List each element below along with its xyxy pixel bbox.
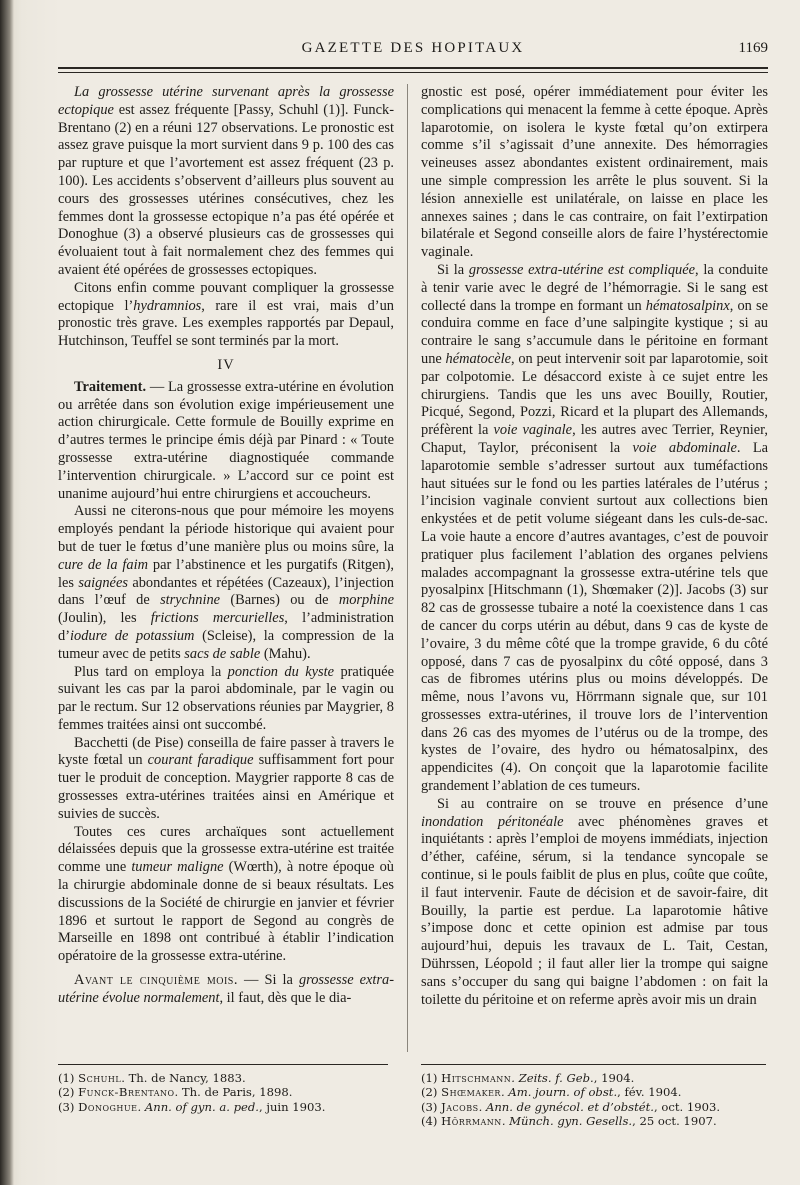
footnote: (1) Schuhl. Th. de Nancy, 1883. <box>58 1071 246 1085</box>
section-heading: Traitement. <box>74 378 147 395</box>
paragraph: Avant le cinquième mois. — Si la grossesse extra-utérine évolue normalement, il faut, dès que le dia- <box>58 972 395 1006</box>
paragraph: Si la grossesse extra-utérine est compliquée, la conduite à tenir varie avec le degré de l’hémorragie. Si le sang est collecté dans la trompe en formant un hématosalpinx, on se conduira comme en face d’une salpingite kystique ; si au contraire le sang s’accumule dans le péritoine en formant une hématocèle, on peut intervenir soit par laparotomie, soit par colpotomie. Le désaccord existe à ce sujet entre les chirurgiens. Tandis que les uns avec Bouilly, Routier, Picqué, Segond, Pozzi, Ricard et la plupart des Allemands, préfèrent la voie vaginale, les autres avec Terrier, Reynier, Chaput, Taylor, préconisent la voie abdominale. La laparotomie semble s’adresser surtout aux tuméfactions haut situées sur le fond ou les parties latérales de l’utérus ; l’incision vaginale convient surtout aux collections bien enkystées et de petit volume siégeant dans les culs-de-sac. La voie haute a encore d’autres avantages, c’est de pouvoir pratiquer plus facilement l’ablation des organes pelviens malades accompagnant la grossesse extra-utérine tels que pyosalpinx [Hitschmann (1), Shœmaker (2)]. Jacobs (3) sur 82 cas de grossesse tubaire a noté la coexistence dans 1 cas de cancer du corps utérin au début, dans 9 cas de kyste de l’ovaire, 3 du même côté que la trompe gravide, 6 du côté opposé, dans 7 cas de pyosalpinx du côté opposé, dans 3 cas de fibromes utérins plus ou moins développés. De même, nous l’avons vu, Hörrmann signale que, sur 101 grossesses extra-utérines, il trouve lors de l’intervention dans 26 cas des myomes de l’utérus ou de la trompe, des kystes de l’ovaire, des hydro ou hématosalpinx, des appendicites (4). On conçoit que la laparotomie facilite grandement l’ablation de ces tumeurs. <box>421 261 769 795</box>
paragraph: Traitement. — La grossesse extra-utérine en évolution ou arrêtée dans son évolution exige impérieusement une action chirurgicale. Cette formule de Bouilly exprime en d’autres termes le principe émis déjà par Pinard : « Toute grossesse extra-utérine diagnostiquée commande l’intervention chirurgicale. » L’accord sur ce point est unanime aujourd’hui entre chirurgiens et accoucheurs. <box>58 378 394 502</box>
header-rule-thin <box>58 72 768 73</box>
paragraph: Si au contraire on se trouve en présence d’une inondation péritonéale avec phénomènes graves et inquiétants : après l’emploi de moyens immédiats, injection d’éther, caféine, sérum, si la tendance syncopale se continue, si le pouls faiblit de plus en plus, coûte que coûte, il faut intervenir. Faute de décision et de savoir-faire, dit Bouilly, la partie est perdue. La laparotomie hâtive s’impose donc et cette opinion est admise par tous aujourd’hui, depuis les travaux de L. Tait, Cestan, Dührssen, Léopold ; il faut aller lier la trompe qui saigne sans s’occuper du sang qui baigne l’abdomen : on fait la toilette du péritoine et on referme après avoir mis un drain <box>421 795 769 1008</box>
footnote: (2) Funck-Brentano. Th. de Paris, 1898. <box>58 1085 293 1100</box>
subsection-heading: Avant le cinquième mois. <box>74 972 238 989</box>
book-binding-shadow <box>0 0 14 1185</box>
right-column <box>421 84 768 1009</box>
page-header <box>58 40 768 64</box>
column-divider <box>407 84 408 1052</box>
header-rule <box>58 67 768 69</box>
footnote-rule <box>421 1064 766 1065</box>
footnote: (2) Shœmaker. Am. journ. of obst., fév. 1904. <box>421 1085 682 1100</box>
footnote: (3) Donoghue. Ann. of gyn. a. ped., juin 1903. <box>58 1099 326 1114</box>
footnotes-left <box>58 1052 394 1114</box>
footnotes-right <box>421 1052 768 1129</box>
running-title: GAZETTE DES HOPITAUX <box>301 40 525 56</box>
paragraph: Citons enfin comme pouvant compliquer la grossesse ectopique l’hydramnios, rare il est vrai, mais d’un pronostic très grave. Les exemples rapportés par Depaul, Hutchinson, Teuffel se sont terminés par la mort. <box>58 279 394 350</box>
paragraph: gnostic est posé, opérer immédiatement pour éviter les complications qui menacent la femme à cette époque. Après laparotomie, on isolera le kyste fœtal qu’on extirpera comme s’il s’agissait d’une annexite. Des hémorragies veineuses assez abondantes existent ordinairement, mais une simple compression les arrête le plus souvent. Si la lésion annexielle est unilatérale, on laisse en place les annexes saines ; dans le cas contraire, on fait l’extirpation bilatérale et Segond conseille alors de faire l’hystérectomie vaginale. <box>421 84 768 261</box>
paragraph: Toutes ces cures archaïques sont actuellement délaissées depuis que la grossesse extra-utérine est traitée comme une tumeur maligne (Wœrth), à notre époque où la chirurgie abdominale donne de si beaux résultats. Les discussions de la Société de chirurgie en janvier et février 1896 et surtout le rapport de Segond au congrès de Marseille en 1898 ont contribué à établir l’indication opératoire de la grossesse extra-utérine. <box>58 823 394 965</box>
footnote: (1) Hitschmann. Zeits. f. Geb., 1904. <box>421 1071 635 1085</box>
page-number: 1169 <box>738 40 768 56</box>
left-column <box>58 84 394 1008</box>
footnote: (4) Hörrmann. Münch. gyn. Gesells., 25 oct. 1907. <box>421 1114 717 1129</box>
paragraph: La grossesse utérine survenant après la grossesse ectopique est assez fréquente [Passy, Schuhl (1)]. Funck-Brentano (2) en a réuni 127 observations. Le pronostic est assez grave puisque la mort survient dans 9 p. 100 des cas par rupture et que l’avortement est assez fréquent (23 p. 100). Les accidents s’observent d’ailleurs plus souvent au cours des grossesses utérines consécutives, chez les femmes dont la grossesse ectopique n’a pas été opérée et Donoghue (3) a observé plusieurs cas de grossesses qui évoluaient tout à fait normalement chez des femmes qui avaient été opérées de grossesses ectopiques. <box>58 84 394 278</box>
paragraph: Bacchetti (de Pise) conseilla de faire passer à travers le kyste fœtal un courant faradique suffisamment fort pour tuer le produit de conception. Maygrier rapporte 8 cas de grossesses extra-utérines traitées ainsi en Amérique et suivies de succès. <box>58 734 394 822</box>
paragraph: Plus tard on employa la ponction du kyste pratiquée suivant les cas par la paroi abdominale, par le vagin ou par le rectum. Sur 12 observations réunies par Maygrier, 8 femmes traitées ainsi ont succombé. <box>58 663 394 733</box>
paragraph: Aussi ne citerons-nous que pour mémoire les moyens employés pendant la période historique qui avaient pour but de tuer le fœtus d’une manière plus ou moins sûre, la cure de la faim par l’abstinence et les purgatifs (Ritgen), les saignées abondantes et répétées (Cazeaux), l’injection dans l’œuf de strychnine (Barnes) ou de morphine (Joulin), les frictions mercurielles, l’administration d’iodure de potassium (Scleise), la compression de la tumeur avec de petits sacs de sable (Mahu). <box>58 503 395 662</box>
section-number: IV <box>217 356 235 373</box>
footnote-rule <box>58 1064 388 1065</box>
footnote: (3) Jacobs. Ann. de gynécol. et d’obstét., oct. 1903. <box>421 1099 721 1114</box>
